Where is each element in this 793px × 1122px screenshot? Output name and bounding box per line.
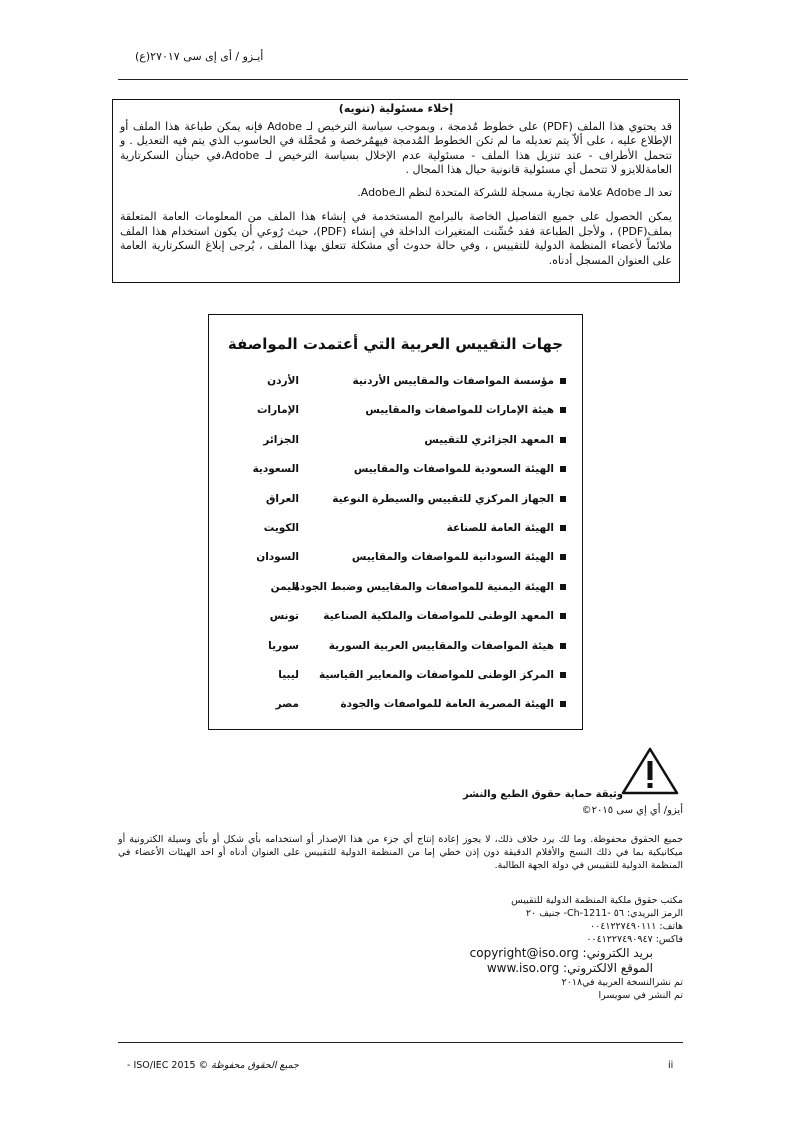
contact-block [470, 894, 683, 1002]
bullet-square-icon [560, 496, 566, 502]
page-number: ii [668, 1060, 674, 1071]
bullet-square-icon [560, 466, 566, 472]
country-name: السعودية [252, 463, 299, 476]
footer-rights-ar: جميع الحقوق محفوظة [211, 1060, 299, 1071]
country-name: الإمارات [256, 404, 299, 417]
disclaimer-paragraph: يمكن الحصول على جميع التفاصيل الخاصة بالبرامج المستخدمة في إنشاء هذا الملف من المعلومات العامة المتعلقة بملف(PDF) ، ولأجل الطباعة فقد حُسِّنت المتغيرات الداخلة في إنشاء (PDF)، حيث رُوعي أن يكون استخدام هذا الملف ملائماً لأعضاء المنظمة الدولية للتقييس ، وفي حالة حدوث أي مشكلة تتعلق بهذا الملف ، يُرجى إبلاغ السكرتارية العامة على العنوان المسجل أدناه. [120, 210, 673, 267]
standards-body-row [209, 493, 582, 522]
bullet-square-icon [560, 672, 566, 678]
bullet-square-icon [560, 554, 566, 560]
standards-body-name [447, 522, 566, 534]
document-id: أيـزو / أى إى سى ٢٧٠١٧(ع) [135, 50, 264, 63]
header-rule [118, 79, 688, 80]
standards-bodies-box [208, 314, 583, 730]
standards-body-name [354, 463, 566, 475]
standards-body-label: الهيئة العامة للصناعة [446, 521, 554, 534]
standards-body-name [319, 669, 566, 681]
office-name: مكتب حقوق ملكية المنظمة الدولية للتقييس [511, 895, 683, 906]
standards-body-label: الهيئة اليمنية للمواصفات والمقاييس وضبط الجودة [293, 580, 554, 593]
standards-body-label: مؤسسة المواصفات والمقاييس الأردنية [352, 375, 554, 387]
warning-icon [620, 746, 680, 796]
country-name: اليمن [270, 580, 299, 593]
bullet-square-icon [560, 701, 566, 707]
bullet-square-icon [560, 378, 566, 384]
standards-body-row [209, 581, 582, 610]
standards-body-row [209, 375, 582, 404]
country-name: الكويت [263, 521, 299, 534]
footer-iso: © ISO/IEC 2015 - [127, 1060, 209, 1071]
standards-body-name [323, 610, 566, 622]
standards-body-row [209, 610, 582, 639]
country-name: ليبيا [278, 668, 299, 681]
country-name: الأردن [267, 375, 299, 387]
standards-body-label: المعهد الجزائري للتقييس [424, 433, 554, 446]
country-name: الجزائر [263, 433, 299, 446]
phone-number: هاتف: ٠٠٤١٢٢٧٤٩٠١١١ [590, 921, 683, 932]
copyright-title: وثيقة حماية حقوق الطبع والنشر [462, 789, 623, 800]
bullet-square-icon [560, 584, 566, 590]
standards-body-row [209, 698, 582, 727]
standards-body-row [209, 669, 582, 698]
country-name: سوريا [268, 639, 299, 652]
footer-copyright [127, 1060, 299, 1071]
email-address: بريد الكتروني: copyright@iso.org [469, 946, 653, 960]
standards-body-label: المركز الوطنى للمواصفات والمعايير القياسية [319, 668, 554, 681]
standards-body-label: هيئة المواصفات والمقاييس العربية السورية [328, 639, 554, 652]
standards-body-name [352, 551, 566, 563]
standards-body-row [209, 522, 582, 551]
rights-text: جميع الحقوق محفوظة. وما لك يرد خلاف ذلك، لا يجوز إعادة إنتاج أي جزء من هذا الإصدار أو استخدامه بأي شكل أو بأي وسيلة الكترونية أو ميكانيكية بما في ذلك النسخ والأفلام الدقيقة دون إذن خطي إما من المنظمة الدولية للتقييس على العنوان أدناه أو احد الهيئات الأعضاء في المنظمة الدولية للتقييس في دولة الجهة الطالبة. [118, 834, 683, 871]
standards-body-name [294, 581, 566, 593]
standards-body-name [340, 698, 566, 710]
standards-body-label: الهيئة المصرية العامة للمواصفات والجودة [340, 698, 554, 711]
standards-bodies-list [209, 375, 582, 728]
arabic-publication-note: تم نشرالنسخة العربية في٢٠١٨ [561, 977, 683, 988]
standards-body-name [424, 434, 566, 446]
fax-number: فاكس: ٠٠٤١٢٢٧٤٩٠٩٤٧ [586, 934, 683, 945]
standards-body-label: هيئة الإمارات للمواصفات والمقاييس [365, 404, 554, 417]
disclaimer-paragraph: تعد الـ Adobe علامة تجارية مسجلة للشركة المتحدة لنظم الـAdobe. [357, 185, 672, 199]
copyright-line: أيزو/ أي إي سى ٢٠١٥© [581, 805, 683, 816]
country-name: مصر [275, 698, 299, 711]
standards-body-label: الهيئة السعودية للمواصفات والمقاييس [353, 463, 554, 476]
postal-address: الرمز البريدي: ٥٦ -Ch-1211- جنيف ٢٠ [525, 908, 683, 919]
standards-body-name [365, 404, 566, 416]
country-name: السودان [256, 551, 299, 564]
standards-body-label: المعهد الوطنى للمواصفات والملكية الصناعية [323, 610, 554, 623]
standards-body-row [209, 551, 582, 580]
bullet-square-icon [560, 643, 566, 649]
website: الموقع الالكتروني: www.iso.org [486, 961, 653, 975]
standards-body-name [329, 640, 566, 652]
standards-bodies-title: جهات التقييس العربية التي أعتمدت المواصفة [227, 335, 564, 353]
standards-body-row [209, 434, 582, 463]
country-name: العراق [266, 492, 299, 505]
standards-body-row [209, 640, 582, 669]
standards-body-name [332, 493, 566, 505]
bullet-square-icon [560, 613, 566, 619]
standards-body-label: الجهاز المركزي للتقييس والسيطرة النوعية [332, 492, 554, 505]
standards-body-row [209, 404, 582, 433]
country-name: تونس [269, 610, 299, 623]
disclaimer-box [112, 99, 680, 283]
disclaimer-paragraph: قد يحتوي هذا الملف (PDF) على خطوط مُدمجة ، وبموجب سياسة الترخيص لـ Adobe فإنه يمكن طباعة هذا الملف أو الإطلاع عليه ، على ألاّ يتم تعديله ما لم تكن الخطوط المُدمجة فيهمُرخصة و مُحمَّلة في الحاسوب الذي يتم فيه التعديل . و تتحمل الأطراف - عند تنزيل هذا الملف - مسئولية عدم الإخلال بسياسة الترخيص لـ Adobe،في حينأن السكرتارية العامةللايزو لا تتحمل أي مسئولية قانونية حيال هذا المجال . [120, 119, 672, 176]
standards-body-row [209, 463, 582, 492]
footer-rule [118, 1042, 683, 1043]
bullet-square-icon [560, 437, 566, 443]
publication-place: تم النشر في سويسرا [598, 990, 683, 1001]
bullet-square-icon [560, 407, 566, 413]
standards-body-label: الهيئة السودانية للمواصفات والمقاييس [351, 551, 554, 564]
bullet-square-icon [560, 525, 566, 531]
disclaimer-title: إخلاء مسئولية (تنويه) [338, 102, 454, 115]
standards-body-name [352, 375, 566, 387]
